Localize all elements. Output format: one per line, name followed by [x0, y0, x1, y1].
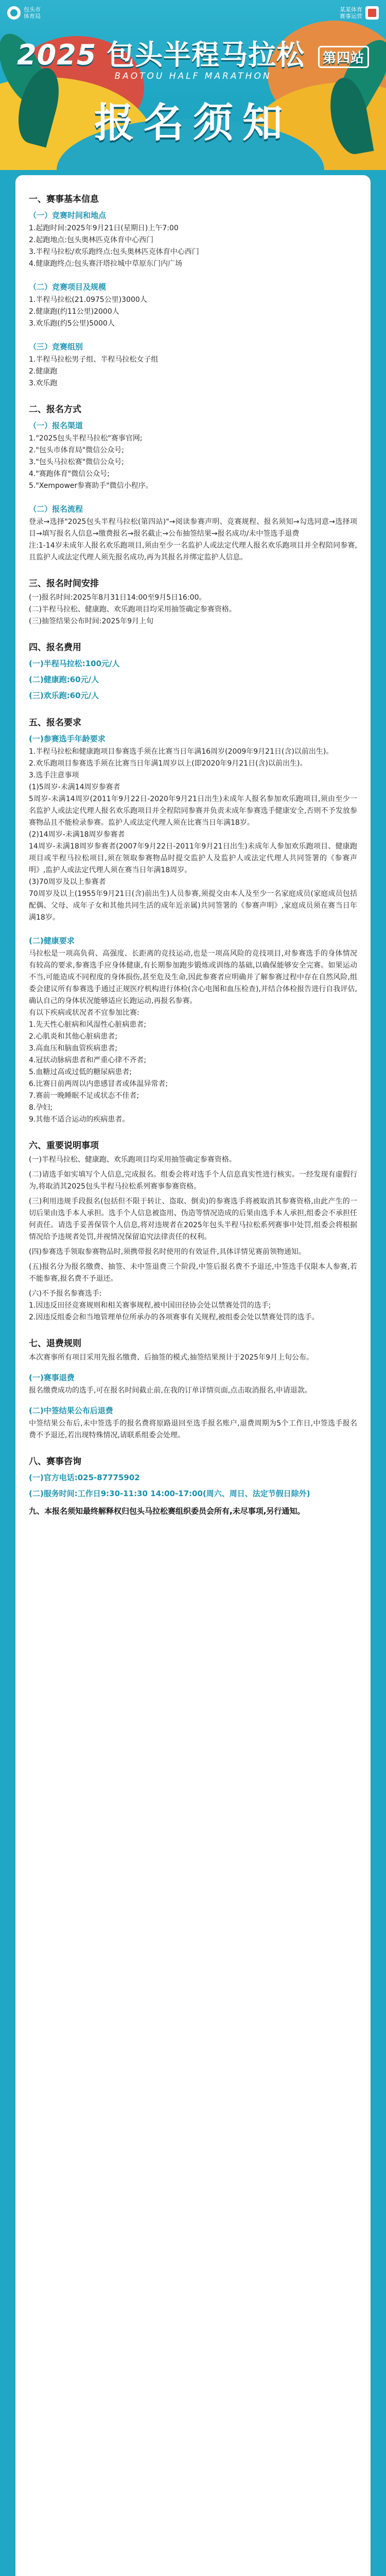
section-heading: 三、报名时间安排 — [29, 579, 99, 589]
list-item: 2.心肌炎和其他心脏病患者; — [29, 1032, 118, 1041]
sub-heading: （一）竞赛时间和地点 — [29, 211, 107, 220]
list-item: 8.孕妇; — [29, 1104, 53, 1112]
section-heading: 一、赛事基本信息 — [29, 194, 99, 205]
list-item: (三)抽签结果公布时间:2025年9月上旬 — [29, 617, 154, 625]
list-item: (二)半程马拉松、健康跑、欢乐跑项目均采用抽签确定参赛资格。 — [29, 605, 236, 614]
list-item: 4."赛跑体育"微信公众号; — [29, 470, 110, 478]
list-item: 6.比赛日前两周以内患感冒者或体温异常者; — [29, 1080, 168, 1088]
list-item: (一)报名时间:2025年8月31日14:00至9月5日16:00。 — [29, 594, 206, 602]
list-item: 1.半程马拉松男子组、半程马拉松女子组 — [29, 355, 159, 364]
list-item: 2.健康跑(约11公里)2000人 — [29, 308, 119, 316]
event-name: 包头半程马拉松 — [107, 39, 305, 71]
list-item: 9.其他不适合运动的疾病患者。 — [29, 1115, 130, 1124]
list-item: 1.半程马拉松(21.0975公里)3000人 — [29, 296, 147, 304]
list-item: 7.赛前一晚睡眠不足或状态不佳者; — [29, 1092, 139, 1100]
list-item: 4.冠状动脉病患者和严重心律不齐者; — [29, 1056, 147, 1064]
paragraph: 2.欢乐跑项目参赛选手须在比赛当日年满1周岁以上(即2020年9月21日(含)以前出生)。 — [29, 759, 307, 768]
paragraph: 中签结果公布后,未中签选手的报名费将原路退回至选手报名账户,退费周期为5个工作日,中签选手报名费不予退还,若出现特殊情况,请联系组委会处理。 — [29, 1419, 357, 1439]
service-hours: (二)服务时间:工作日9:30-11:30 14:00-17:00(周六、周日、法定节假日除外) — [29, 1489, 310, 1498]
paragraph: 14周岁-未满18周岁参赛者(2007年9月22日-2011年9月21日出生)未成年人参加欢乐跑项目、健康跑项目或半程马拉松项目,须在领取参赛物品时提交监护人及监护人或法定代理人共同签署的《参赛声明》,监护人或法定代理人须在赛当日年满18周岁。 — [29, 842, 357, 874]
paragraph: 报名缴费成功的选手,可在报名时间截止前,在我的订单详情页面,点击取消报名,申请退款。 — [29, 1386, 312, 1395]
notice-title: 报名须知 — [94, 100, 292, 146]
list-item: 1.起跑时间:2025年9月21日(星期日)上午7:00 — [29, 224, 179, 232]
list-item: 3.半程马拉松/欢乐跑终点:包头奥林匹克体育中心西门 — [29, 248, 199, 256]
paragraph: 登录→选择"2025包头半程马拉松(第四站)"→阅读参赛声明、竞赛规程、报名须知→勾选同意→选择项目→填写报名人信息→缴费报名→报名截止→公布抽签结果→报名成功/未中签选手退费 — [29, 518, 357, 538]
paragraph: (五)报名分为报名缴费、抽签、未中签退费三个阶段,中签后报名费不予退还,中签选手仅限本人参赛,若不能参赛,报名费不予退还。 — [29, 1263, 357, 1283]
sub-heading: (一)赛事退费 — [29, 1373, 75, 1382]
list-item: 2.健康跑 — [29, 367, 58, 376]
sub-heading: （一）报名渠道 — [29, 421, 83, 430]
organizer-logo-line1: 包头市 — [24, 6, 41, 13]
list-item: 5.血糖过高或过低的糖尿病患者; — [29, 1068, 132, 1076]
fee-item: (一)半程马拉松:100元/人 — [29, 659, 120, 668]
paragraph: (二)请选手如实填写个人信息,完成报名。组委会将对选手个人信息真实性进行核实。一经发现有虚假行为,将取消其2025包头半程马拉松系列赛事参赛资格。 — [29, 1171, 357, 1191]
section-heading: 六、重要说明事项 — [29, 1141, 99, 1151]
list-item: 3.高血压和脑血管疾病患者; — [29, 1044, 118, 1053]
fee-item: (三)欢乐跑:60元/人 — [29, 691, 99, 700]
content-card — [15, 175, 371, 2576]
event-stage-badge: 第四站 — [318, 46, 369, 68]
section-heading: 五、报名要求 — [29, 718, 81, 728]
list-item: 1.因违反田径竞赛规则和相关赛事规程,被中国田径协会处以禁赛处罚的选手; — [29, 1301, 271, 1310]
paragraph: (一)半程马拉松、健康跑、欢乐跑项目均采用抽签确定参赛资格。 — [29, 1156, 236, 1164]
paragraph: 1.半程马拉松和健康跑项目参赛选手须在比赛当日年满16周岁(2009年9月21日(含)以前出生)。 — [29, 748, 334, 756]
list-item: 2.因违反组委会和当地管理单位所承办的各项赛事有关规程,被组委会处以禁赛处罚的选手。 — [29, 1313, 319, 1321]
list-item: 2."包头市体育局"微信公众号; — [29, 446, 124, 454]
paragraph: (六)不予报名参赛选手: — [29, 1290, 102, 1298]
list-item: 4.健康跑终点:包头赛汗塔拉城中草原东门内广场 — [29, 260, 183, 268]
paragraph: 70周岁及以上(1955年9月21日(含)前出生)人员参赛,须提交由本人及至少一名家庭成员(家庭成员包括配偶、父母、成年子女和其他共同生活的成年近亲属)共同签署的《参赛声明》,家庭成员须在赛当日年满18岁。 — [29, 890, 357, 922]
organizer-logo-icon — [7, 6, 21, 20]
list-item: 1.先天性心脏病和风湿性心脏病患者; — [29, 1021, 147, 1029]
list-item: 3.欢乐跑(约5公里)5000人 — [29, 319, 115, 328]
paragraph: 马拉松是一项高负荷、高强度、长距离的竞技运动,也是一项高风险的竞技项目,对参赛选手的身体情况有较高的要求,参赛选手应身体健康,有长期参加跑步锻炼或训练的基础,以确保能够安全完赛。如果运动不当,可能造成不同程度的身体损伤,甚至危及生命,因此参赛者应明确并了解参赛过程中存在自然风险,组委会建议所有参赛选手通过正规医疗机构进行体检(含心电图和血压检查),并结合体检报告进行自我评估,确认自己的身体状况能够适应长跑运动,再报名参赛。 — [29, 950, 357, 1005]
section-heading: 二、报名方式 — [29, 404, 81, 415]
paragraph: 本次赛事所有项目采用先报名缴费、后抽签的模式,抽签结果预计于2025年9月上旬公布。 — [29, 1353, 313, 1362]
sub-heading: （二）报名流程 — [29, 504, 83, 514]
organizer-logo — [7, 6, 41, 20]
sub-heading: （三）竞赛组别 — [29, 342, 83, 351]
list-item: 3.欢乐跑 — [29, 379, 58, 387]
operator-logo-line2: 赛事运营 — [340, 13, 362, 20]
paragraph: 5周岁-未满14周岁(2011年9月22日-2020年9月21日出生)未成年人报名参加欢乐跑项目,须由至少一名监护人或法定代理人报名欢乐跑项目并全程陪同参赛并负责未成年参赛选手健康安全,否则不予发放参赛物品且不能检录参赛。监护人或法定代理人须在比赛当日年满18岁。 — [29, 795, 357, 827]
operator-logo-line1: 某某体育 — [340, 6, 362, 13]
section-heading: 四、报名费用 — [29, 642, 81, 653]
sub-heading: (二)中签结果公布后退费 — [29, 1406, 113, 1415]
final-note: 九、本报名须知最终解释权归包头马拉松赛组织委员会所有,未尽事项,另行通知。 — [29, 1506, 305, 1516]
paragraph: (1)5周岁-未满14周岁参赛者 — [29, 783, 120, 791]
list-item: 1."2025包头半程马拉松"赛事官网; — [29, 434, 143, 443]
paragraph: (三)利用违规手段报名(包括但不限于转让、盗取、倒卖)的参赛选手将被取消其参赛资格,由此产生的一切后果由选手本人承担。选手个人信息被盗用、伪造等情况造成的后果由选手本人承担,组委会不承担任何责任。请选手妥善保管个人信息,将对违规者在2025年包头半程马拉松系列赛事中处罚,组委会将根据情况给予违规者处罚,并视情况保留追究法律责任的权利。 — [29, 1197, 357, 1241]
paragraph: 有以下疾病或状况者不宜参加比赛: — [29, 1009, 139, 1017]
contact-phone: (一)官方电话:025-87775902 — [29, 1473, 140, 1482]
fee-item: (二)健康跑:60元/人 — [29, 675, 99, 684]
operator-logo-icon — [365, 6, 379, 20]
sub-heading: (二)健康要求 — [29, 936, 75, 945]
section-heading: 八、赛事咨询 — [29, 1456, 81, 1467]
sub-heading: （二）竞赛项目及规模 — [29, 282, 107, 292]
sub-heading: (一)参赛选手年龄要求 — [29, 734, 106, 743]
list-item: 3."包头马拉松赛"微信公众号; — [29, 458, 124, 466]
event-title — [0, 33, 386, 73]
paragraph: 3.选手注意事项 — [29, 771, 79, 779]
poster-header — [0, 0, 386, 170]
list-item: 5."Xempower参赛助手"微信小程序。 — [29, 482, 153, 490]
operator-logo — [340, 6, 379, 20]
paragraph: (3)70周岁及以上参赛者 — [29, 878, 106, 886]
event-year: 2025 — [17, 39, 97, 71]
paragraph: 注:1-14岁未成年人报名欢乐跑项目,须由至少一名监护人或法定代理人报名欢乐跑项目并全程陪同参赛,且监护人或法定代理人须先报名成功,再为其报名并绑定监护人信息。 — [29, 541, 357, 562]
event-subtitle: BAOTOU HALF MARATHON — [114, 71, 272, 81]
list-item: 2.起跑地点:包头奥林匹克体育中心西门 — [29, 236, 154, 244]
section-heading: 七、退费规则 — [29, 1338, 81, 1349]
paragraph: (四)参赛选手领取参赛物品时,须携带报名时使用的有效证件,具体详情见赛前领物通知。 — [29, 1248, 306, 1256]
paragraph: (2)14周岁-未满18周岁参赛者 — [29, 831, 125, 839]
organizer-logo-line2: 体育局 — [24, 13, 41, 20]
